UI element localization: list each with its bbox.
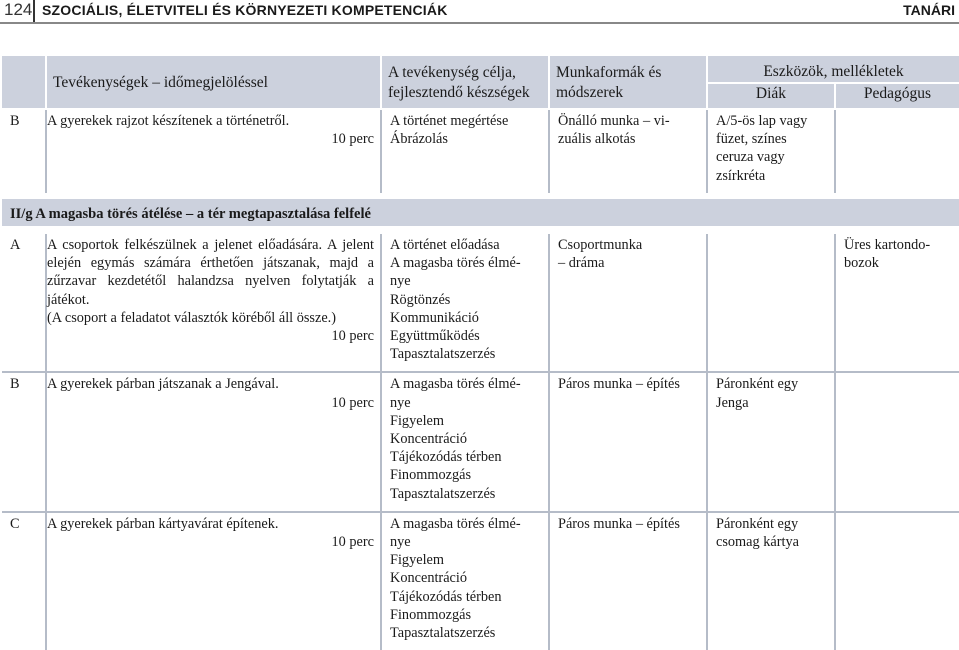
goal-line: A magasba törés élmé- bbox=[390, 376, 521, 393]
goal-line: Tájékozódás térben bbox=[390, 449, 502, 466]
student-tools-cell bbox=[707, 512, 835, 650]
teacher-tools-cell bbox=[835, 230, 959, 372]
activity-cell bbox=[46, 372, 381, 511]
goal-line: Ábrázolás bbox=[390, 131, 448, 148]
header-goal bbox=[381, 56, 549, 109]
activity-time: 10 perc bbox=[331, 328, 374, 345]
teacher-tools-cell bbox=[835, 109, 959, 196]
goal-line: Figyelem bbox=[390, 552, 445, 569]
teacher-tools-cell bbox=[835, 372, 959, 511]
method-cell bbox=[549, 372, 707, 511]
goal-cell bbox=[381, 372, 549, 511]
goal-line: Rögtönzés bbox=[390, 291, 451, 308]
student-tools-line: csomag kártya bbox=[716, 534, 799, 551]
row-letter: B bbox=[2, 372, 46, 511]
header-goal-line2: fejlesztendő készségek bbox=[388, 84, 530, 101]
goal-line: nye bbox=[390, 273, 411, 290]
header-divider bbox=[33, 0, 35, 22]
goal-line: nye bbox=[390, 394, 411, 411]
goal-cell bbox=[381, 109, 549, 196]
page-number: 124 bbox=[4, 0, 33, 19]
teacher-tools-line: Üres kartondo- bbox=[844, 237, 931, 254]
table-row bbox=[2, 109, 959, 196]
activity-text: A gyerekek rajzot készítenek a történetről. bbox=[47, 113, 290, 129]
activity-time: 10 perc bbox=[331, 534, 374, 551]
section-title: II/g A magasba törés átélése – a tér megtapasztalása felfelé bbox=[2, 196, 959, 230]
section-row bbox=[2, 196, 959, 230]
activity-time: 10 perc bbox=[331, 131, 374, 148]
activity-text: A gyerekek párban kártyavárat építenek. bbox=[47, 515, 279, 532]
table-row bbox=[2, 372, 959, 511]
activity-time: 10 perc bbox=[331, 394, 374, 411]
student-tools-line: A/5-ös lap vagy bbox=[716, 113, 808, 129]
header-spacer-cell bbox=[2, 56, 46, 109]
row-letter: A bbox=[2, 230, 46, 372]
activity-text: A csoportok felkészülnek a jelenet előadására. A jelent elején egymás számára érthetően játszanak, majd a zűrzavar kezdetétől halandzsa nyelven folytatják a játékot. bbox=[47, 237, 374, 308]
goal-line: Koncentráció bbox=[390, 431, 468, 448]
table-row bbox=[2, 512, 959, 650]
method-cell bbox=[549, 109, 707, 196]
method-line: Páros munka – építés bbox=[558, 515, 680, 532]
goal-line: Együttműködés bbox=[390, 328, 480, 345]
student-tools-line: Páronként egy bbox=[716, 515, 799, 532]
student-tools-cell bbox=[707, 372, 835, 511]
teacher-tools-cell bbox=[835, 512, 959, 650]
header-teacher: Pedagógus bbox=[835, 83, 959, 109]
method-line: zuális alkotás bbox=[558, 131, 636, 148]
activity-cell bbox=[46, 512, 381, 650]
student-tools-line: Páronként egy bbox=[716, 376, 799, 393]
student-tools-line: Jenga bbox=[716, 394, 749, 411]
activity-cell bbox=[46, 109, 381, 196]
row-letter: C bbox=[2, 512, 46, 650]
header-activities: Tevékenységek – időmegjelöléssel bbox=[46, 56, 381, 109]
goal-line: Tájékozódás térben bbox=[390, 588, 502, 605]
page-header bbox=[0, 0, 959, 26]
activity-note: (A csoport a feladatot választók köréből áll össze.) bbox=[47, 309, 337, 326]
student-tools-cell bbox=[707, 109, 835, 196]
goal-line: Finommozgás bbox=[390, 467, 472, 484]
header-rule bbox=[0, 22, 959, 24]
method-line: – dráma bbox=[558, 255, 605, 272]
header-student: Diák bbox=[707, 83, 835, 109]
activity-table bbox=[2, 56, 959, 650]
student-tools-cell bbox=[707, 230, 835, 372]
method-cell bbox=[549, 512, 707, 650]
edition-label: TANÁRI bbox=[903, 2, 955, 18]
goal-line: Figyelem bbox=[390, 412, 445, 429]
student-tools-line: ceruza vagy bbox=[716, 149, 785, 166]
method-line: Önálló munka – vi- bbox=[558, 113, 670, 129]
goal-line: Finommozgás bbox=[390, 606, 472, 623]
student-tools-line: füzet, színes bbox=[716, 131, 787, 148]
method-cell bbox=[549, 230, 707, 372]
method-line: Csoportmunka bbox=[558, 237, 643, 254]
table-header-row bbox=[2, 56, 959, 83]
goal-line: Kommunikáció bbox=[390, 309, 479, 326]
goal-line: A magasba törés élmé- bbox=[390, 255, 521, 272]
goal-line: Tapasztalatszerzés bbox=[390, 346, 496, 363]
goal-line: Tapasztalatszerzés bbox=[390, 625, 496, 642]
goal-cell bbox=[381, 230, 549, 372]
activity-text: A gyerekek párban játszanak a Jengával. bbox=[47, 376, 279, 393]
header-methods-line1: Munkaformák és bbox=[556, 64, 662, 81]
goal-cell bbox=[381, 512, 549, 650]
goal-line: Tapasztalatszerzés bbox=[390, 485, 496, 502]
activity-cell bbox=[46, 230, 381, 372]
method-line: Páros munka – építés bbox=[558, 376, 680, 393]
teacher-tools-line: bozok bbox=[844, 255, 879, 272]
header-methods-line2: módszerek bbox=[556, 84, 624, 101]
table-row bbox=[2, 230, 959, 372]
goal-line: A magasba törés élmé- bbox=[390, 515, 521, 532]
student-tools-line: zsírkréta bbox=[716, 167, 766, 184]
chapter-title: SZOCIÁLIS, ÉLETVITELI ÉS KÖRNYEZETI KOMPETENCIÁK bbox=[42, 2, 448, 18]
header-goal-line1: A tevékenység célja, bbox=[388, 64, 516, 81]
row-letter: B bbox=[2, 109, 46, 196]
goal-line: A történet előadása bbox=[390, 237, 500, 254]
header-methods bbox=[549, 56, 707, 109]
goal-line: nye bbox=[390, 534, 411, 551]
goal-line: A történet megértése bbox=[390, 113, 509, 129]
header-tools: Eszközök, mellékletek bbox=[707, 56, 959, 83]
goal-line: Koncentráció bbox=[390, 570, 468, 587]
